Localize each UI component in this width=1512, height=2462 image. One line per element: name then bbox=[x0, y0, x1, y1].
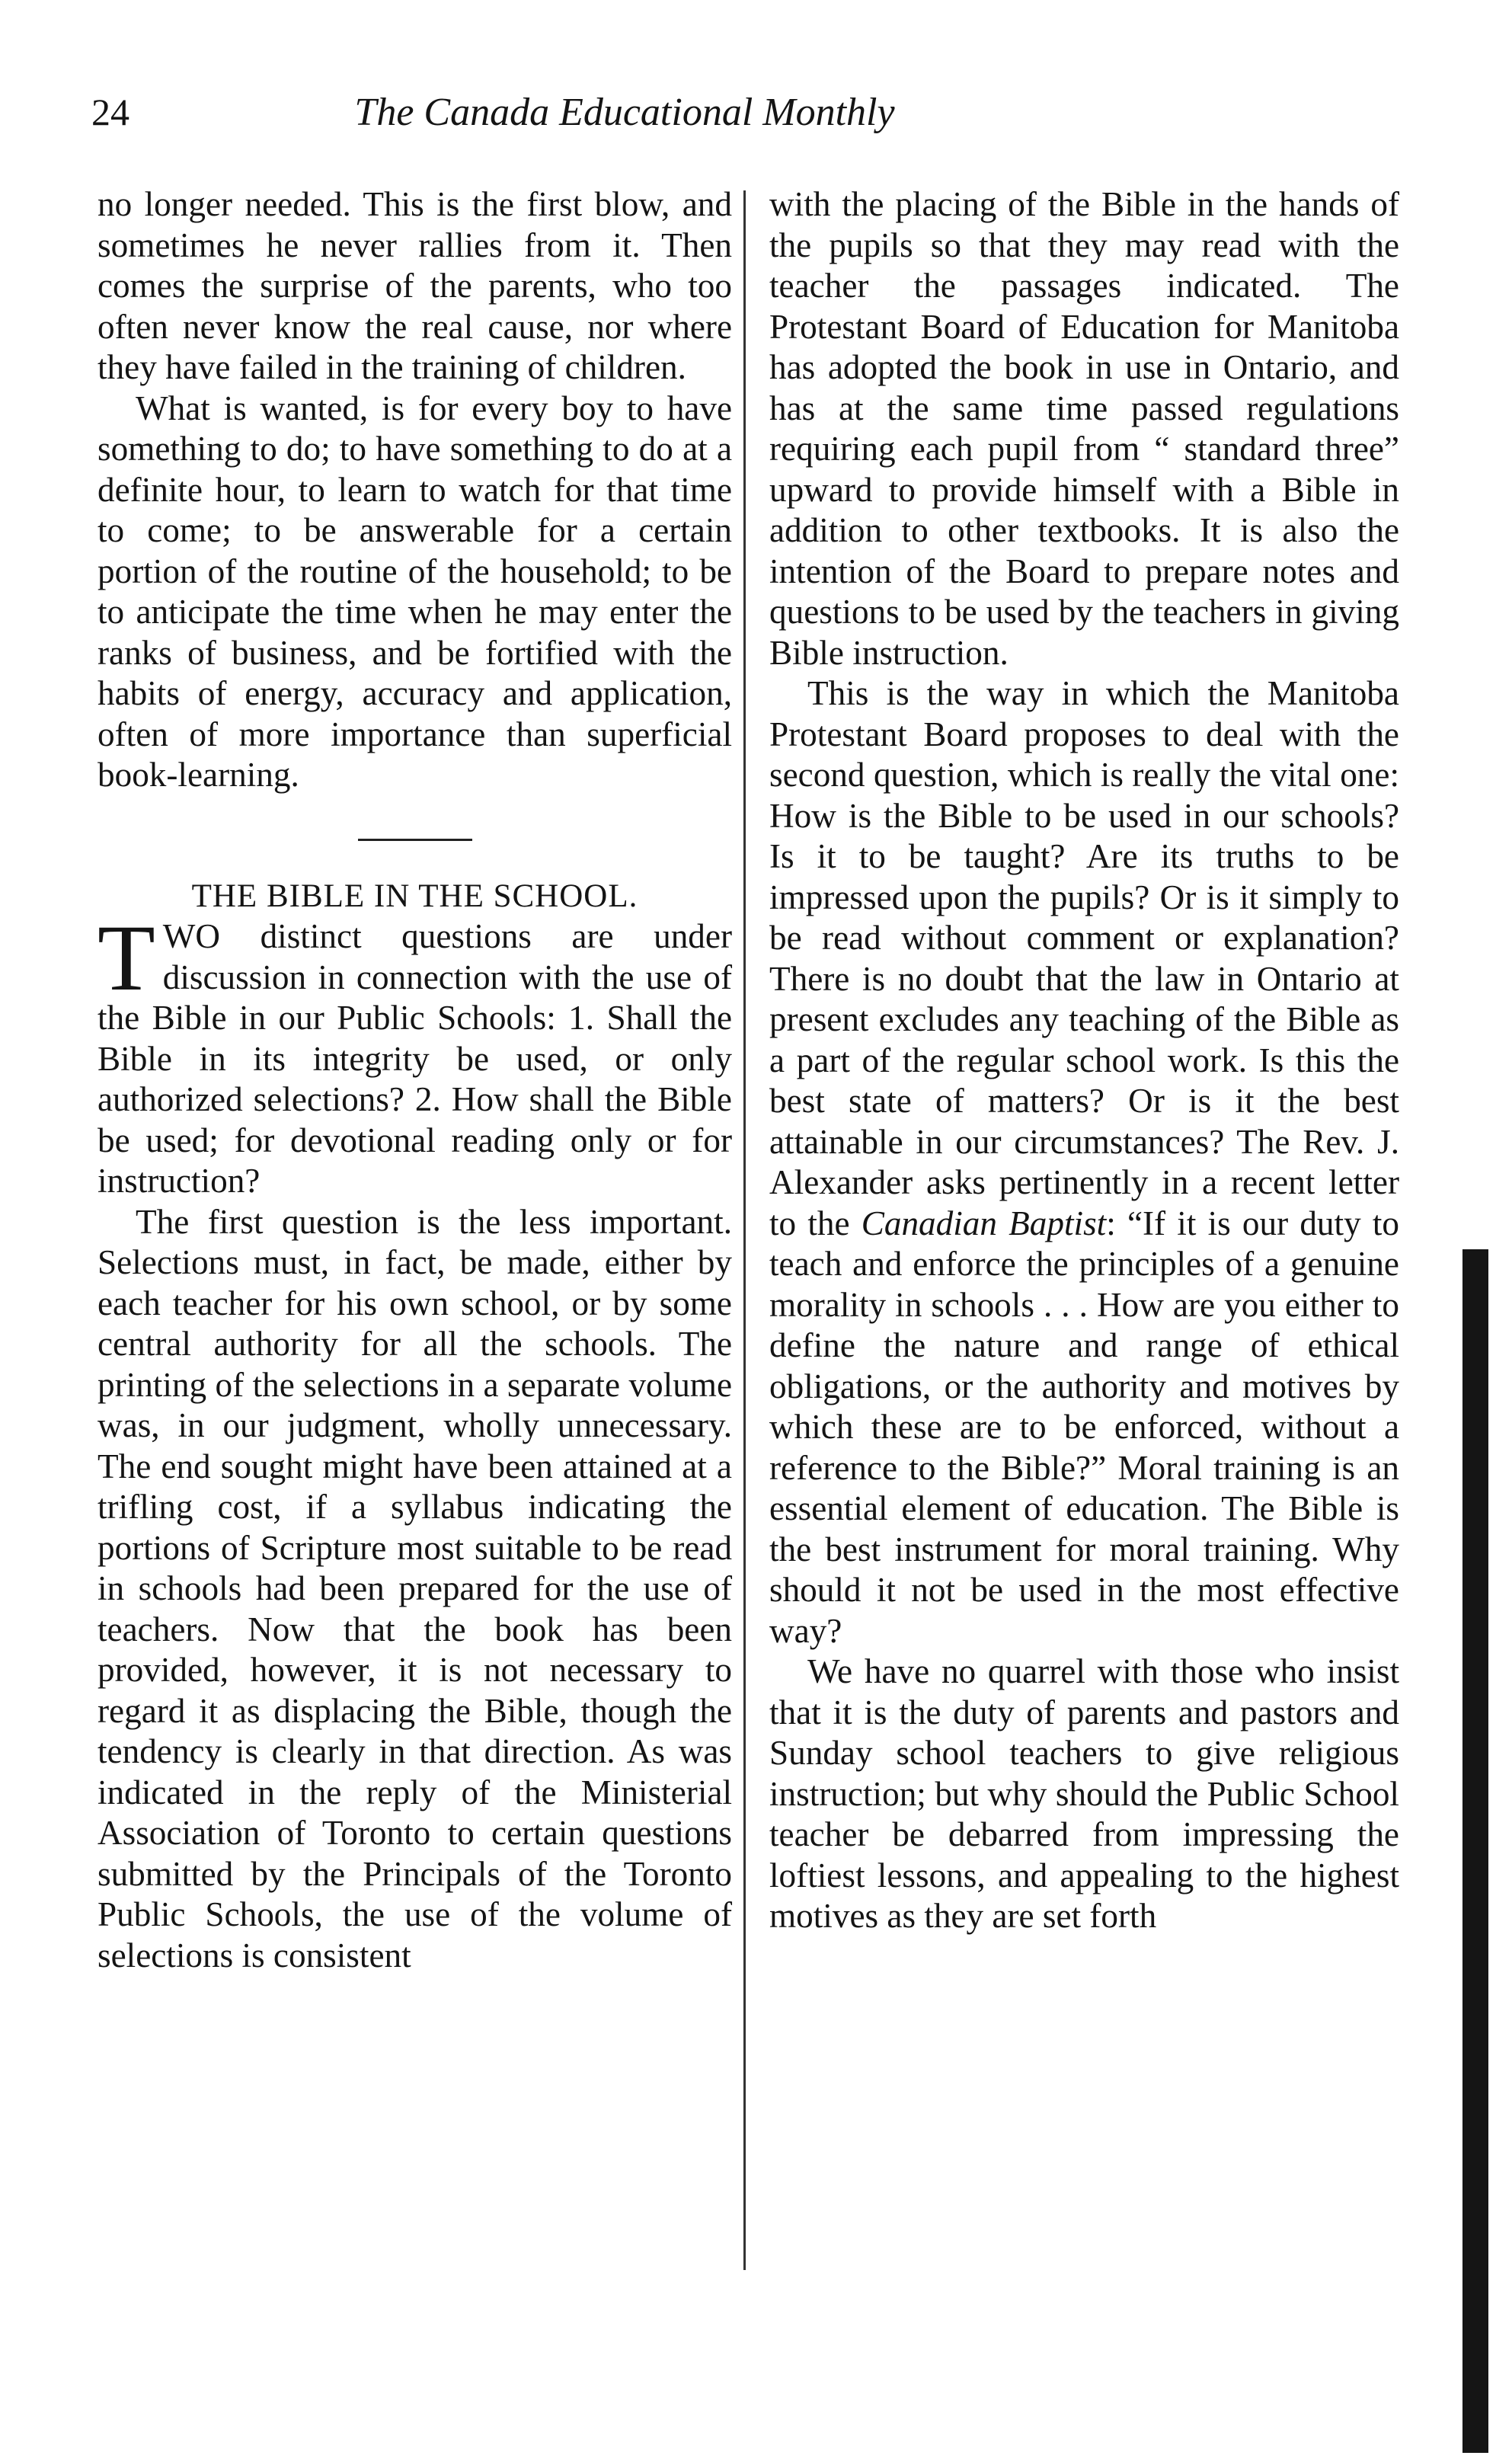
section-divider bbox=[358, 839, 472, 841]
paragraph-manitoba-board bbox=[769, 673, 1399, 1651]
paragraph-no-quarrel: We have no quarrel with those who insist that it is the duty of parents and pastors and Sunday school teachers to give religious instruction; but why should the Public School teacher be debarred from impressing the loftiest lessons, and appealing to the highest motives as they are set forth bbox=[769, 1652, 1399, 1935]
paragraph-continued: no longer needed. This is the first blow, and sometimes he never rallies from it. Then comes the surprise of the parents, who too often never know the real cause, nor where they have failed in the training of children. bbox=[97, 185, 732, 386]
paragraph-first-question: The first question is the less important. Selections must, in fact, be made, either by each teacher for his own school, or by some central authority for all the schools. The printing of the selections in a separate volume was, in our judgment, wholly unnecessary. The end sought might have been attained at a trifling cost, if a syllabus indicating the portions of Scripture most suitable to be read in schools had been prepared for the use of teachers. Now that the book has been provided, however, it is not necessary to regard it as displacing the Bible, though the tendency is clearly in that direction. As was indicated in the reply of the Ministerial Association of Toronto to certain questions submitted by the Principals of the Toronto Public Schools, the use of the volume of selections is consistent bbox=[97, 1202, 732, 1974]
paragraph-text: This is the way in which the Manitoba Protestant Board proposes to deal with the second question, which is really the vital one: How is the Bible to be used in our schools? Is it to be taught? Are its truths to be impressed upon the pupils? Or is it simply to be read without comment or explanation? There is no doubt that the law in Ontario at present excludes any teaching of the Bible as a part of the regular school work. Is this the best state of matters? Or is it the best attainable in our circumstances? The Rev. J. Alexander asks pertinently in a recent letter to the bbox=[769, 674, 1399, 1242]
page-header bbox=[91, 90, 1051, 151]
paragraph-continued-right: with the placing of the Bible in the hands of the pupils so that they may read with the teacher the passages indicated. The Protestant Board of Education for Manitoba has adopted the book in use in Ontario, and has at the same time passed regulations requiring each pupil from “ standard three” upward to provide himself with a Bible in addition to other textbooks. It is also the intention of the Board to prepare notes and questions to be used by the teachers in giving Bible instruction. bbox=[769, 185, 1399, 672]
section-heading: THE BIBLE IN THE SCHOOL. bbox=[191, 878, 638, 914]
drop-cap: T bbox=[97, 906, 155, 1010]
running-title: The Canada Educational Monthly bbox=[354, 91, 895, 134]
column-rule bbox=[743, 190, 746, 2270]
lead-paragraph-text: WO distinct questions are under discussion in connection with the use of the Bible in our Public Schools: 1. Shall the Bible in its integrity be used, or only authorized selections? 2. How shall the Bible be used; for devotional reading only or for instruction? bbox=[97, 917, 732, 1200]
paragraph-what-is-wanted: What is wanted, is for every boy to have something to do; to have something to do at a definite hour, to learn to watch for that time to come; to be answerable for a certain portion of the routine of the household; to be to anticipate the time when he may enter the ranks of business, and be fortified with the habits of energy, accuracy and application, often of more importance than superficial book-learning. bbox=[97, 388, 732, 794]
left-column bbox=[97, 184, 732, 1976]
page-number: 24 bbox=[91, 91, 129, 133]
scan-edge-bar bbox=[1462, 1249, 1488, 2453]
lead-paragraph bbox=[97, 906, 732, 1202]
periodical-title: Canadian Baptist bbox=[861, 1204, 1107, 1242]
right-column bbox=[769, 184, 1399, 1937]
paragraph-text-continued: : “If it is our duty to teach and enforce the principles of a genuine morality in schools . . . How are you either to define the nature and range of ethical obligations, or the authority and motives by which these are to be enforced, without a reference to the Bible?” Moral training is an essential element of education. The Bible is the best instrument for moral training. Why should it not be used in the most effective way? bbox=[769, 1204, 1399, 1650]
